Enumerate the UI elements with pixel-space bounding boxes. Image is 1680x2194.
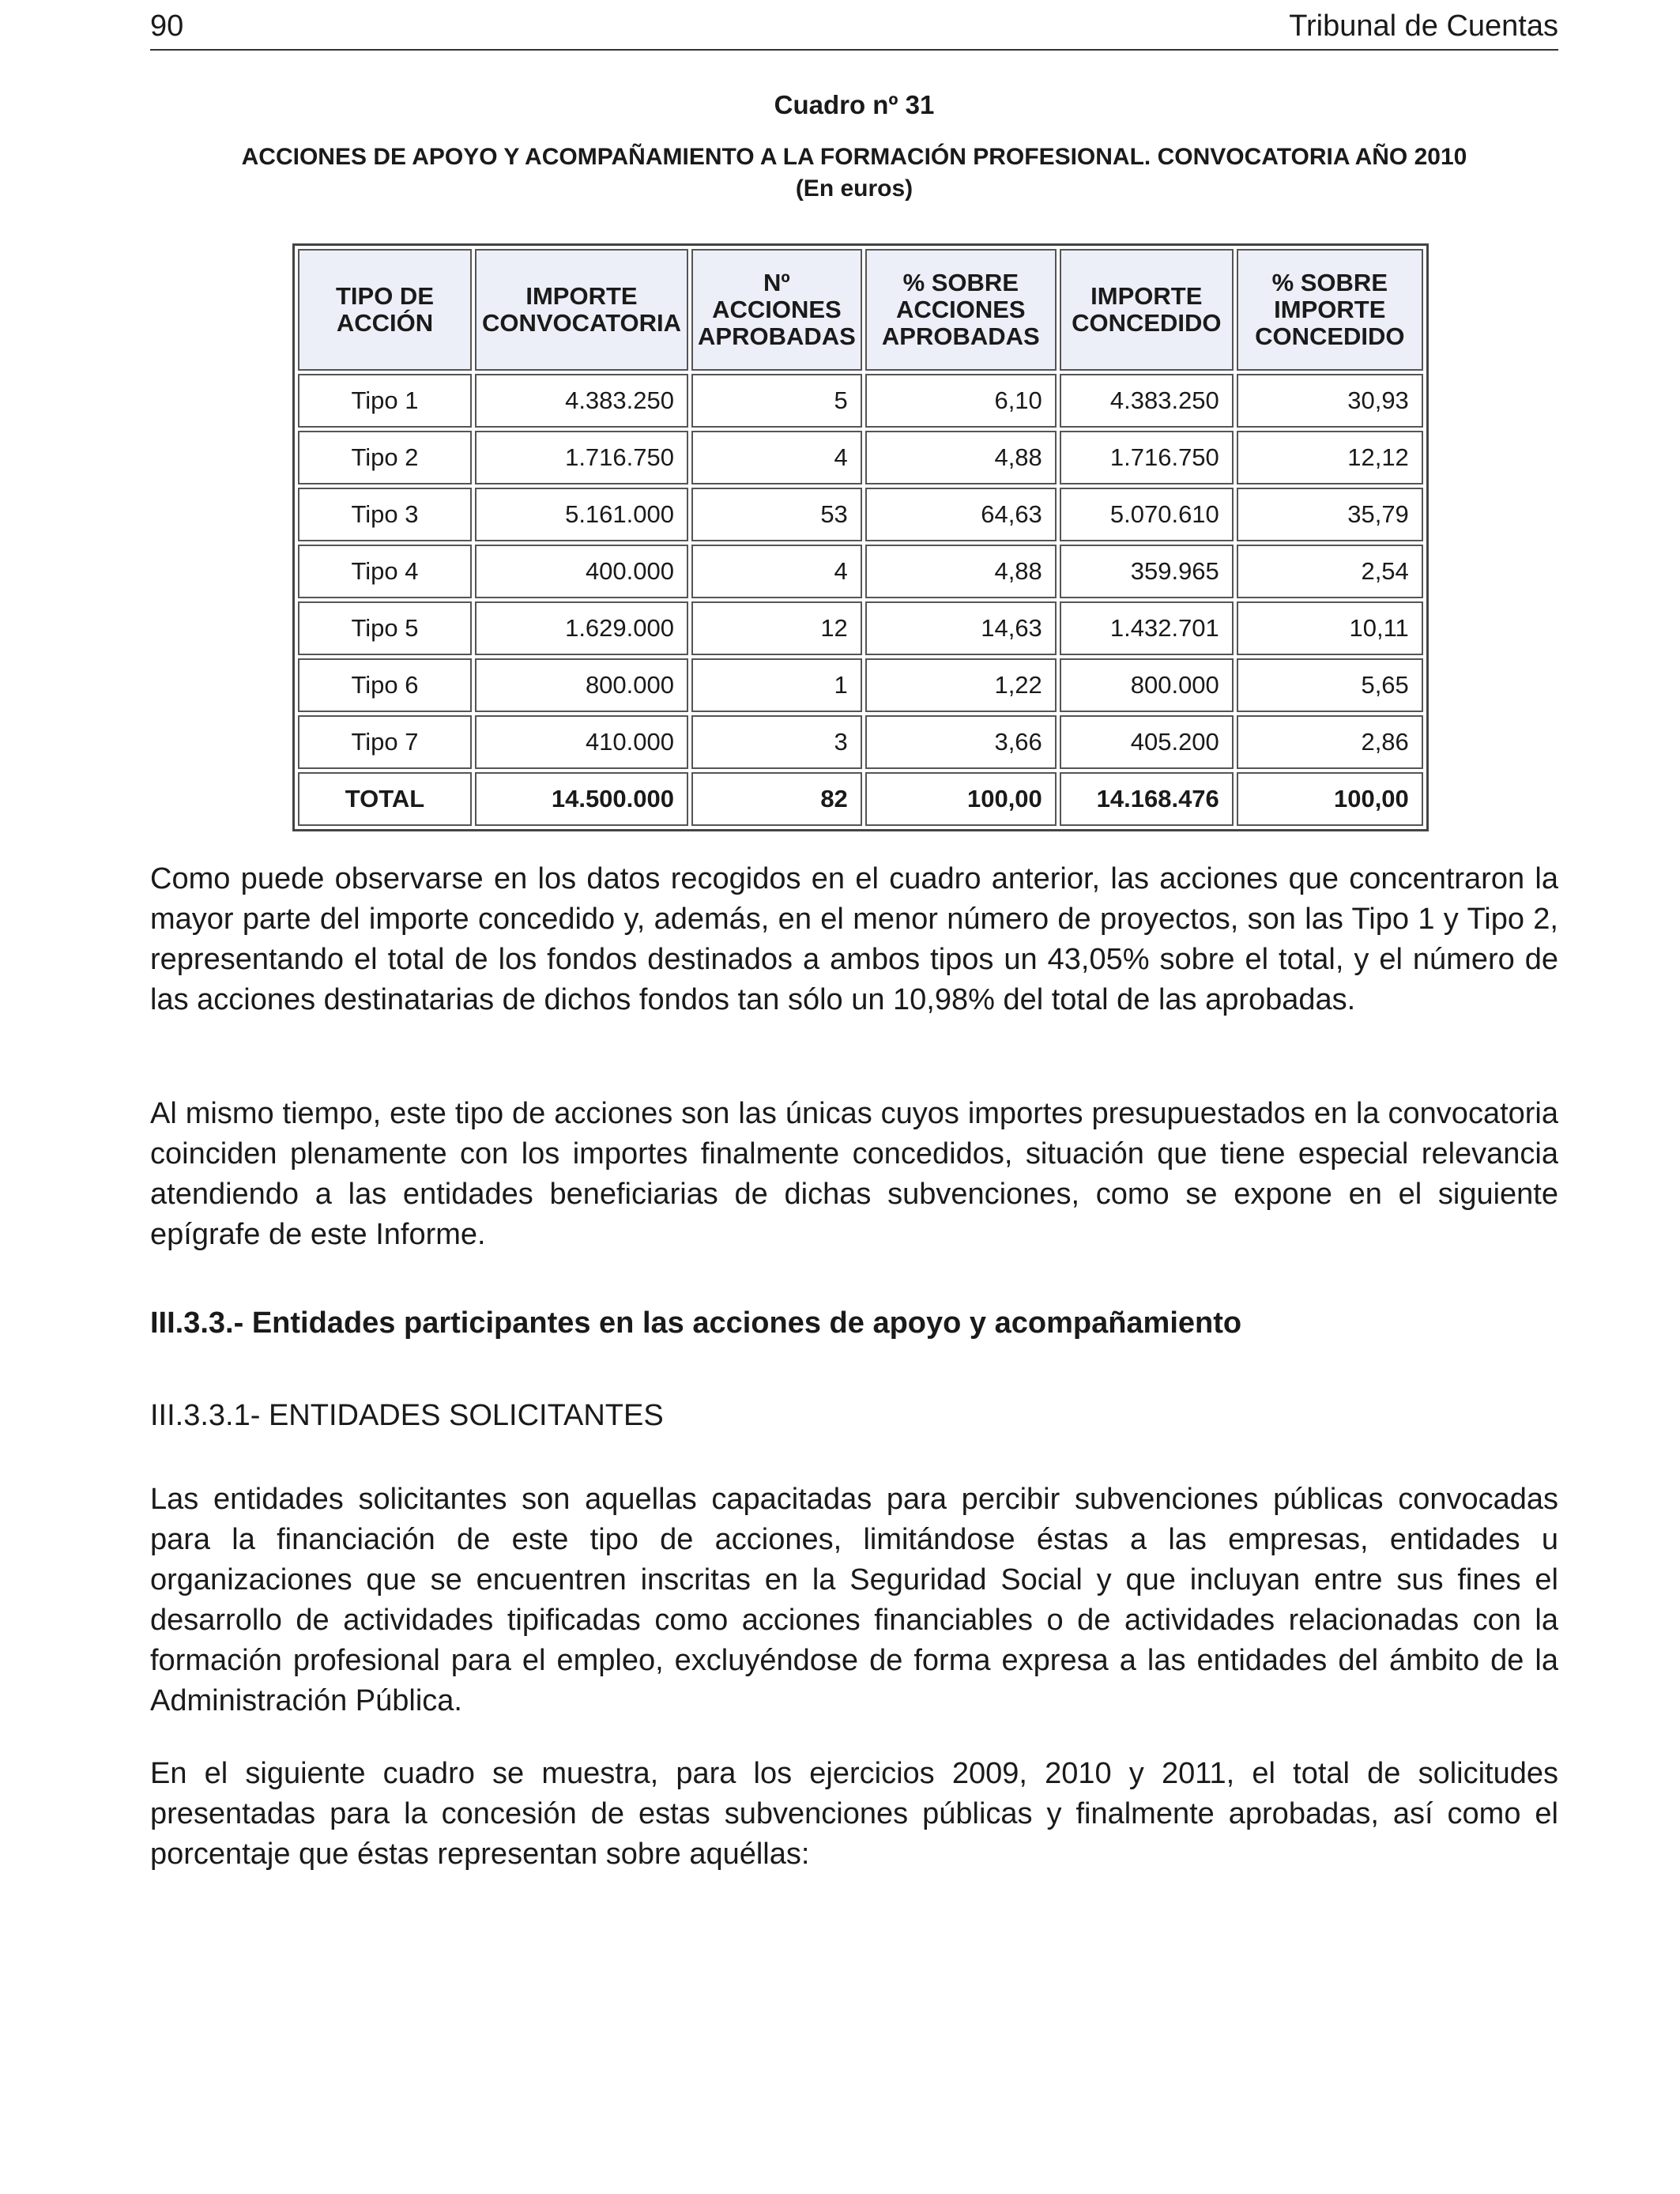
table-cell: 359.965 [1060,545,1234,598]
table-cell: 2,86 [1237,715,1423,769]
table-caption-title: ACCIONES DE APOYO Y ACOMPAÑAMIENTO A LA FORMACIÓN PROFESIONAL. CONVOCATORIA AÑO 2010 [241,144,1467,170]
table-cell: 100,00 [865,772,1057,826]
table-row [298,658,1423,712]
table-cell: 800.000 [1060,658,1234,712]
column-header: % SOBRE IMPORTE CONCEDIDO [1237,249,1423,371]
table-row [298,601,1423,655]
table-cell: 82 [691,772,862,826]
table-row [298,431,1423,484]
table-cell: 14,63 [865,601,1057,655]
table-cell: 4.383.250 [1060,374,1234,428]
table-cell: 5.070.610 [1060,488,1234,541]
table-row [298,715,1423,769]
table-cell: 1 [691,658,862,712]
table-cell: 6,10 [865,374,1057,428]
table-row [298,545,1423,598]
column-header: % SOBRE ACCIONES APROBADAS [865,249,1057,371]
column-header: Nº ACCIONES APROBADAS [691,249,862,371]
table-cell: Tipo 2 [298,431,472,484]
table-cell: 30,93 [1237,374,1423,428]
table-cell: 4 [691,545,862,598]
data-table-container [292,243,1429,831]
table-cell: 2,54 [1237,545,1423,598]
table-header-row [298,249,1423,371]
table-row [298,488,1423,541]
table-cell: Tipo 5 [298,601,472,655]
body-paragraph: Al mismo tiempo, este tipo de acciones son las únicas cuyos importes presupuestados en la convocatoria coinciden plenamente con los importes finalmente concedidos, situación que tiene especial relevancia atendiendo a las entidades beneficiarias de dichas subvenciones, como se expone en el siguiente epígrafe de este Informe. [150,1097,1558,1251]
page-header [150,6,1558,51]
table-cell: Tipo 3 [298,488,472,541]
table-cell: 1.629.000 [475,601,688,655]
table-cell: 400.000 [475,545,688,598]
table-caption-number: Cuadro nº 31 [774,90,935,119]
table-cell: 5.161.000 [475,488,688,541]
table-cell: 100,00 [1237,772,1423,826]
table-cell: 14.500.000 [475,772,688,826]
subsection-heading: III.3.3.1- ENTIDADES SOLICITANTES [150,1399,664,1432]
table-cell: 1,22 [865,658,1057,712]
table-cell: 3,66 [865,715,1057,769]
table-cell: 12,12 [1237,431,1423,484]
table-cell: 1.716.750 [475,431,688,484]
table-cell: 4,88 [865,431,1057,484]
page-number: 90 [150,9,184,43]
table-cell: 10,11 [1237,601,1423,655]
column-header: TIPO DE ACCIÓN [298,249,472,371]
running-header: Tribunal de Cuentas [1289,9,1558,43]
table-cell: 1.432.701 [1060,601,1234,655]
column-header: IMPORTE CONCEDIDO [1060,249,1234,371]
body-paragraph: Como puede observarse en los datos recogidos en el cuadro anterior, las acciones que concentraron la mayor parte del importe concedido y, además, en el menor número de proyectos, son las Tipo 1 y Tipo 2, representando el total de los fondos destinados a ambos tipos un 43,05% sobre el total, y el número de las acciones destinatarias de dichos fondos tan sólo un 10,98% del total de las aprobadas. [150,862,1558,1016]
table-cell: Tipo 1 [298,374,472,428]
body-paragraph: Las entidades solicitantes son aquellas capacitadas para percibir subvenciones públicas convocadas para la financiación de este tipo de acciones, limitándose éstas a las empresas, entidades u organizaciones que se encuentren inscritas en la Seguridad Social y que incluyan entre sus fines el desarrollo de actividades tipificadas como acciones financiables o de actividades relacionadas con la formación profesional para el empleo, excluyéndose de forma expresa a las entidades del ámbito de la Administración Pública. [150,1483,1558,1717]
table-cell: 410.000 [475,715,688,769]
table-cell: 4 [691,431,862,484]
table-cell: TOTAL [298,772,472,826]
data-table [292,243,1429,831]
table-cell: 5 [691,374,862,428]
table-cell: 64,63 [865,488,1057,541]
table-cell: Tipo 7 [298,715,472,769]
body-paragraph: En el siguiente cuadro se muestra, para los ejercicios 2009, 2010 y 2011, el total de solicitudes presentadas para la concesión de estas subvenciones públicas y finalmente aprobadas, así como el porcentaje que éstas representan sobre aquéllas: [150,1757,1558,1871]
table-cell: 5,65 [1237,658,1423,712]
table-cell: 800.000 [475,658,688,712]
table-cell: 14.168.476 [1060,772,1234,826]
table-cell: 1.716.750 [1060,431,1234,484]
table-total-row [298,772,1423,826]
table-cell: 4,88 [865,545,1057,598]
table-cell: 53 [691,488,862,541]
table-cell: 12 [691,601,862,655]
table-cell: 4.383.250 [475,374,688,428]
table-cell: Tipo 4 [298,545,472,598]
column-header: IMPORTE CONVOCATORIA [475,249,688,371]
table-row [298,374,1423,428]
table-cell: Tipo 6 [298,658,472,712]
table-cell: 3 [691,715,862,769]
table-caption-unit: (En euros) [795,175,913,202]
table-cell: 405.200 [1060,715,1234,769]
section-heading: III.3.3.- Entidades participantes en las acciones de apoyo y acompañamiento [150,1306,1242,1340]
table-cell: 35,79 [1237,488,1423,541]
